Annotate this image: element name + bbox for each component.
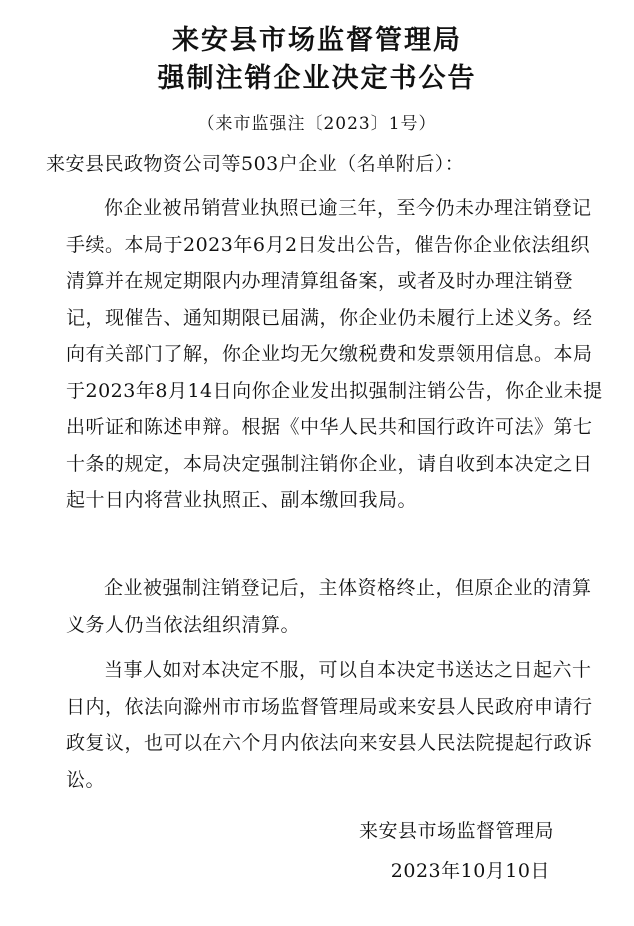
addressee: 来安县民政物资公司等503户企业（名单附后）：	[46, 153, 465, 175]
issuer-title: 来安县市场监督管理局	[172, 25, 462, 56]
liquidation-paragraph: 企业被强制注销登记后，主体资格终止，但原企业的清算义务人仍当依法组织清算。	[66, 577, 592, 636]
document-title: 强制注销企业决定书公告	[157, 63, 477, 94]
document-number: （来市监强注〔2023〕1号）	[197, 114, 437, 134]
main-paragraph: 你企业被吊销营业执照已逾三年，至今仍未办理注销登记手续。本局于2023年6月2日发出公告，催告你企业依法组织清算并在规定期限内办理清算组备案，或者及时办理注销登记，现催告、通知期限已届满，你企业仍未履行上述义务。经向有关部门了解，你企业均无欠缴税费和发票领用信息。本局于2023年8月14日向你企业发出拟强制注销公告，你企业未提出听证和陈述申辩。根据《中华人民共和国行政许可法》第七十条的规定，本局决定强制注销你企业，请自收到本决定之日起十日内将营业执照正、副本缴回我局。	[66, 197, 603, 511]
appeal-paragraph: 当事人如对本决定不服，可以自本决定书送达之日起六十日内，依法向滁州市市场监督管理局或来安县人民政府申请行政复议，也可以在六个月内依法向来安县人民法院提起行政诉讼。	[66, 659, 593, 791]
issuer-signature: 来安县市场监督管理局	[358, 820, 554, 842]
issue-date: 2023年10月10日	[390, 860, 550, 882]
